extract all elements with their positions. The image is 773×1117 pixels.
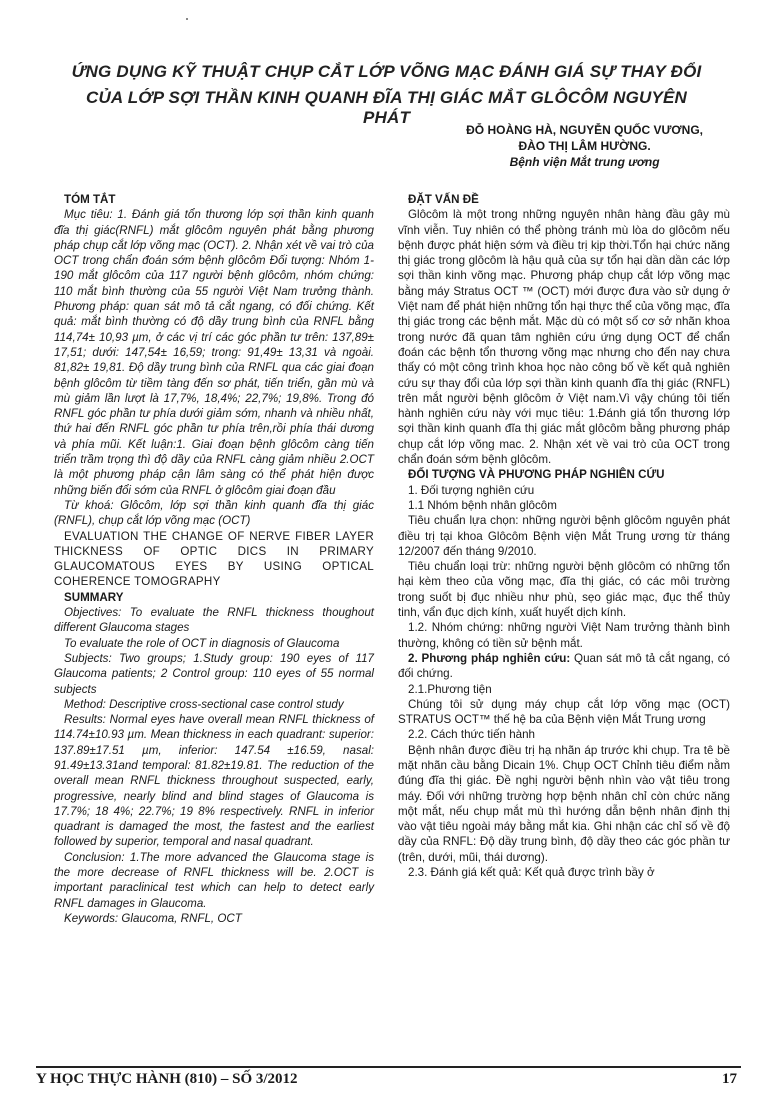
section-1-heading: 1. Đối tượng nghiên cứu xyxy=(408,483,535,497)
journal-footer: Y HỌC THỰC HÀNH (810) – SỐ 3/2012 xyxy=(36,1071,298,1087)
tomtat-text: Mục tiêu: 1. Đánh giá tổn thương lớp sợi thần kinh quanh đĩa thị giác(RNFL) mắt glôcôm nguyên phát bằng phương pháp chụp cắt lớp võng mạc (OCT). 2. Nhận xét về vai trò của OCT trong chẩn đoán sớm bệnh glôcôm Đối tượng: Nhóm 1- 190 mắt glôcôm của 117 người bệnh glôcôm, nhóm chứng: 110 mắt bình thường của 55 người Việt Nam trưởng thành. Phương pháp: quan sát mô tả cắt ngang, có đối chứng. Kết quả: mắt bình thường có độ dầy trung bình của RNFL bằng 114,74± 10,93 µm, ở các vị trí các góc phần tư trên: 137,89± 17,51; dưới: 147,54± 16,59; trong: 91,49± 13,31 và ngoài. 81,82± 19,81. Độ dầy trung bình của RNFL qua các giai đoạn bệnh glôcôm từ tiềm tàng đến sơ phát, tiến triển, gần mù và mù giảm lần lượt là 17,7%, 18,4%; 22,7%; 19,8%. Trong đó RNFL góc phần tư phía dưới giảm sớm, nhanh và nhiều nhất, thứ hai đến RNFL góc phần tư phía trên,rồi phía thái dương và phía mũi. Kết luận:1. Giai đoạn bệnh glôcôm càng tiến triển trầm trọng thì độ dầy của RNFL càng giảm nhiều 2.OCT là một phương pháp cận lâm sàng có thể phát hiện được những biến đổi sớm của RNFL ở glôcôm giai đoạn đầu xyxy=(54,208,374,497)
section-2-label: 2. Phương pháp nghiên cứu: xyxy=(408,651,571,665)
summary-method: Method: Descriptive cross-sectional case control study xyxy=(64,697,344,711)
datvande-text: Glôcôm là một trong những nguyên nhân hàng đầu gây mù vĩnh viễn. Tuy nhiên có thể phòng tránh mù lòa do glôcôm nếu bệnh được phát hiện sớm và điều trị kịp thời.Tổn hại chức năng thị giác trong glôcôm là hậu quả của sự tổn hại dần dần các lớp sợi thần kinh võng mạc. Phương pháp chụp cắt lớp võng mạc bằng máy Stratus OCT ™ (OCT) mới được đưa vào sử dụng ở Việt nam để phát hiện những tổn hại thực thể của võng mạc, đĩa thị giác trong các bệnh mắt. Mặc dù có một số cơ sở nhãn khoa trong nước đã quan tâm nghiên cứu ứng dụng OCT để chẩn đoán các bệnh tổn thương võng mạc nhưng cho đến nay chưa thấy có một công trình khoa học nào công bố về kết quả nghiên cứu sự thay đổi của lớp sợi thần kinh quanh đĩa thị giác (RNFL) trên mắt người bệnh glôcôm ở Việt nam.Vì vậy chúng tôi tiến hành nghiên cứu này với mục tiêu: 1.Đánh giá tổn thương lớp sợi thần kinh quanh đĩa thị giác mắt glôcôm bằng phương pháp chụp cắt lớp võng mac. 2. Nhận xét về vai trò của OCT trong chẩn đoán sớm bệnh glôcôm. xyxy=(398,208,730,467)
summary-conclusion: Conclusion: 1.The more advanced the Glaucoma stage is the more decrease of RNFL thickness will be. 2.OCT is important paraclinical test which can help to detect early RNFL damages in Glaucoma. xyxy=(54,850,374,910)
english-title: EVALUATION THE CHANGE OF NERVE FIBER LAYER THICKNESS OF OPTIC DICS IN PRIMARY GLAUCOMATOUS EYES BY USING OPTICAL COHERENCE TOMOGRAPHY xyxy=(54,529,374,589)
author-line-1: ĐỖ HOÀNG HÀ, NGUYỄN QUỐC VƯƠNG, xyxy=(466,123,703,137)
equipment-text: Chúng tôi sử dụng máy chụp cắt lớp võng mạc (OCT) STRATUS OCT™ thế hệ ba của Bệnh viện Mắt Trung ương xyxy=(398,697,730,727)
page-number: 17 xyxy=(722,1071,737,1087)
inclusion-criteria: Tiêu chuẩn lựa chọn: những người bệnh glôcôm nguyên phát điều trị tại khoa Glôcôm Bệnh viện Mắt Trung ương từ tháng 12/2007 đến tháng 9/2010. xyxy=(398,514,730,558)
datvande-heading: ĐẶT VẤN ĐỀ xyxy=(408,193,479,206)
section-2-3-text: 2.3. Đánh giá kết quả: Kết quả được trình bầy ở xyxy=(408,866,655,880)
tomtat-heading: TÓM TẮT xyxy=(64,193,116,206)
left-column xyxy=(54,192,374,926)
footer-divider xyxy=(36,1066,741,1068)
article-title-line-1: ỨNG DỤNG KỸ THUẬT CHỤP CẮT LỚP VÕNG MẠC ĐÁNH GIÁ SỰ THAY ĐỔI xyxy=(71,62,702,81)
affiliation: Bệnh viện Mắt trung ương xyxy=(509,155,660,169)
summary-subjects: Subjects: Two groups; 1.Study group: 190 eyes of 117 Glaucoma patients; 2 Control group: 110 eyes of 55 normal subjects xyxy=(54,651,374,696)
summary-objectives: Objectives: To evaluate the RNFL thickness thoughout different Glaucoma stages xyxy=(54,606,374,635)
control-group: 1.2. Nhóm chứng: những người Việt Nam trưởng thành bình thường, không có tiền sử bệnh mắt. xyxy=(398,621,730,650)
keywords-en: Keywords: Glaucoma, RNFL, OCT xyxy=(64,911,242,925)
section-2 xyxy=(398,651,730,682)
section-2-2-heading: 2.2. Cách thức tiến hành xyxy=(408,728,535,742)
summary-objectives-2: To evaluate the role of OCT in diagnosis of Glaucoma xyxy=(64,636,340,650)
scan-dot xyxy=(186,18,188,20)
section-2-text: Quan sát mô tả cắt ngang, có đối chứng. xyxy=(398,651,730,681)
summary-heading: SUMMARY xyxy=(64,590,124,604)
exclusion-criteria: Tiêu chuẩn loại trừ: những người bệnh glôcôm có những tổn hại kèm theo của võng mạc, đĩa thị giác, có các môi trường trong suốt bị đục nhiều như phù, sẹo giác mạc, đục thể thủy tinh, vẩn đục dịch kính, xuất huyết dịch kính. xyxy=(398,560,730,620)
right-column xyxy=(398,192,730,880)
methods-heading: ĐỐI TƯỢNG VÀ PHƯƠNG PHÁP NGHIÊN CỨU xyxy=(408,468,665,482)
author-line-2: ĐÀO THỊ LÂM HƯỜNG. xyxy=(518,139,651,153)
summary-results: Results: Normal eyes have overall mean RNFL thickness of 114.74±10.93 µm. Mean thickness in each quadrant: superior: 137.89±17.51 µm, inferior: 147.54 ±16.59, nasal: 91.49±13.31and temporal: 81.82±19.81. The reduction of the overall mean RNFL thickness throughout suspected, early, progressive, nearly blind and blind stages of Glaucoma is 17.7%; 18 4%; 22.7%; 19 8% respectively. RNFL in inferior quadrant is damaged the most, the fastest and the earliest followed by superior, temporal and nasal quadrant. xyxy=(54,713,374,849)
keywords-vi: Từ khoá: Glôcôm, lớp sợi thần kinh quanh đĩa thị giác (RNFL), chụp cắt lớp võng mạc (OCT) xyxy=(54,498,374,528)
section-2-1-heading: 2.1.Phương tiện xyxy=(408,682,492,696)
author-block xyxy=(466,122,703,170)
article-title-line-2: CỦA LỚP SỢI THẦN KINH QUANH ĐĨA THỊ GIÁC MẮT GLÔCÔM NGUYÊN PHÁT xyxy=(85,88,688,127)
section-1-1-heading: 1.1 Nhóm bệnh nhân glôcôm xyxy=(408,498,557,512)
procedure-text: Bệnh nhân được điều trị hạ nhãn áp trước khi chụp. Tra tê bề mặt nhãn cầu bằng Dicain 1%. Chụp OCT Chỉnh tiêu điểm nằm đúng đĩa thị giác. Đề nghị người bệnh nhìn vào vật tiêu trong máy. Đối với những trường hợp bệnh nhân chỉ còn chức năng một mắt, nếu chụp mắt mù thì hướng dẫn bệnh nhân định thị vào vật tiêu ngoài máy bằng mắt kia. Ghi nhận các chỉ số về độ dầy của RNFL: Độ dầy trung bình, độ dầy theo các góc phần tư (trên, dưới, mũi, thái dương). xyxy=(398,743,730,864)
